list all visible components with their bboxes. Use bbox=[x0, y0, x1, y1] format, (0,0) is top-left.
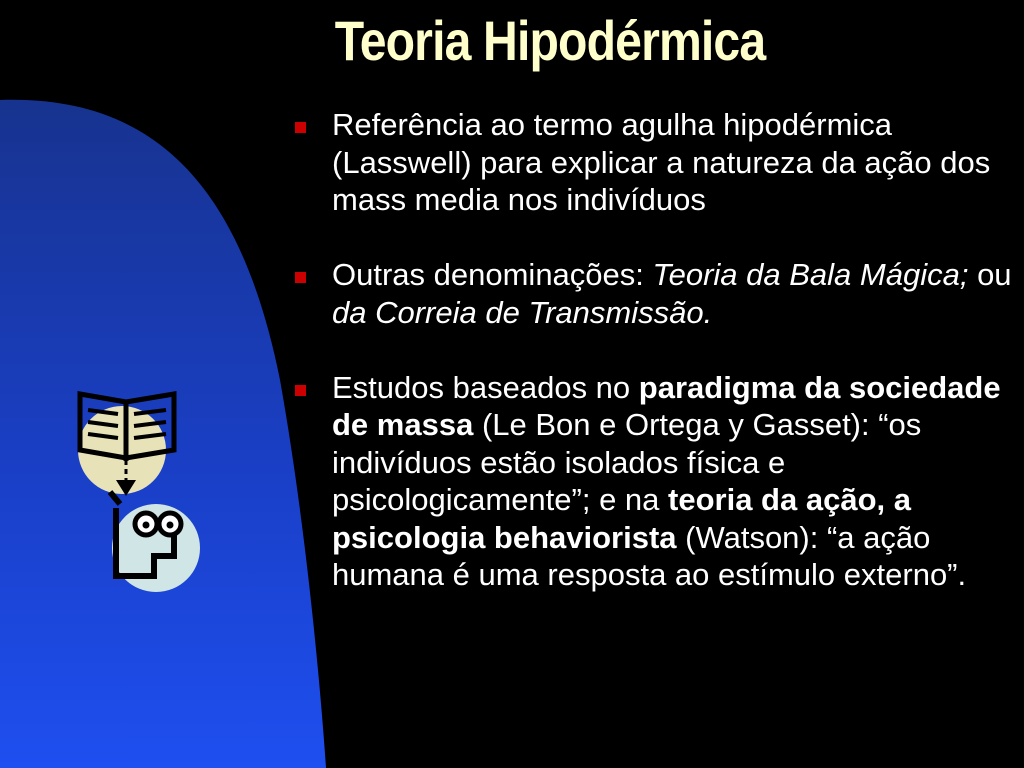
clipart bbox=[70, 380, 210, 600]
bullet-text-bold: teoria da ação, a psicologia behaviorista bbox=[332, 482, 911, 555]
bullet-text: (Le Bon e Ortega y Gasset): “os indivíduos estão isolados física e psicologicamente”; e na bbox=[332, 407, 922, 517]
bullet-square-icon bbox=[295, 272, 306, 283]
bullet-list bbox=[292, 106, 1020, 594]
bullet-text: Referência ao termo agulha hipodérmica (Lasswell) para explicar a natureza da ação dos mass media nos indivíduos bbox=[332, 107, 991, 217]
bullet-text-italic: Teoria da Bala Mágica; bbox=[652, 257, 969, 292]
bullet-text-bold: paradigma da sociedade de massa bbox=[332, 369, 1001, 442]
thinking-face-icon bbox=[110, 492, 200, 592]
bullet-square-icon bbox=[295, 122, 306, 133]
slide-title: Teoria Hipodérmica bbox=[334, 9, 766, 72]
bullet-text: Estudos baseados no bbox=[332, 369, 639, 405]
bullet-text: (Watson): “a ação humana é uma resposta ao estímulo externo”. bbox=[332, 519, 967, 592]
bullet-item bbox=[292, 256, 1020, 331]
bullet-text-italic: da Correia de Transmissão. bbox=[332, 294, 713, 330]
bullet-item bbox=[292, 369, 1020, 594]
bullet-text: ou bbox=[968, 257, 1012, 292]
bullet-square-icon bbox=[295, 385, 306, 396]
bullet-text: Outras denominações: bbox=[332, 257, 653, 292]
bullet-item bbox=[292, 106, 1020, 219]
